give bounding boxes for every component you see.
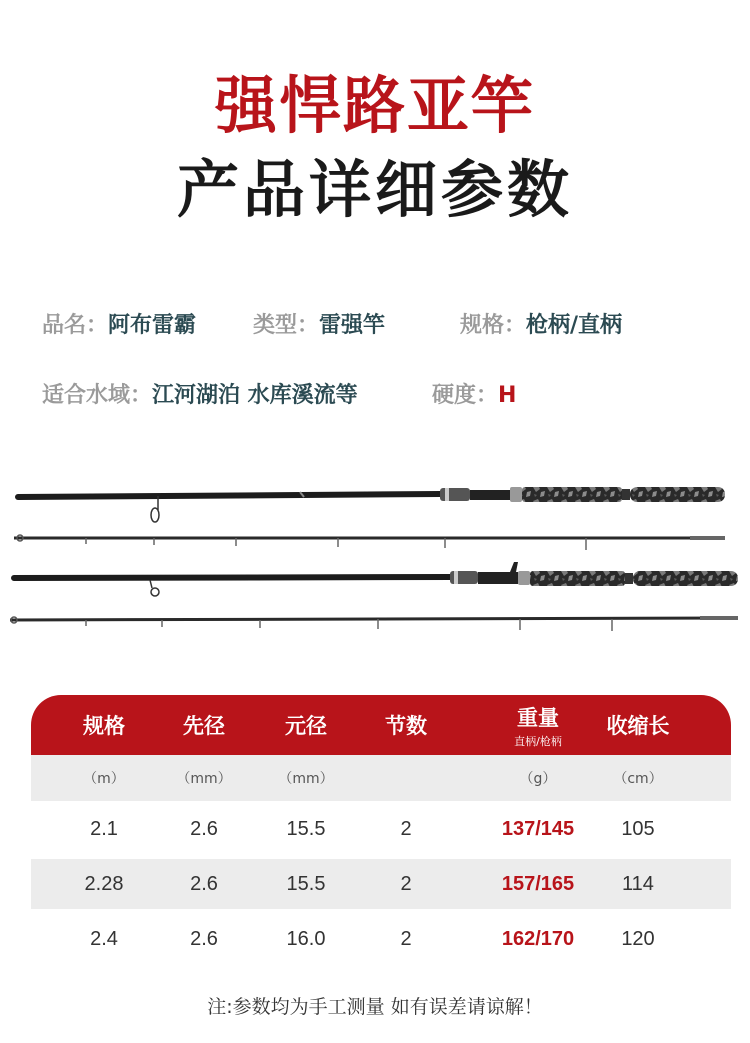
cell-length: 120 xyxy=(621,927,655,950)
spec-line-type xyxy=(253,308,385,339)
name-value: 阿布雷霸 xyxy=(108,313,197,338)
unit-cell: （m） xyxy=(83,771,125,787)
cell-weight: 137/145 xyxy=(501,817,575,840)
casting-rod-tip xyxy=(10,616,738,631)
hardness-label: 硬度： xyxy=(432,383,499,408)
section-title: 产品详细参数 xyxy=(176,153,573,226)
header-weight: 重量 直柄/枪柄 xyxy=(514,705,562,748)
cell-length: 114 xyxy=(622,872,654,895)
cell-butt: 15.5 xyxy=(286,817,326,840)
spec-line-water xyxy=(42,378,358,409)
cell-spec: 2.28 xyxy=(84,872,124,895)
cell-sections: 2 xyxy=(400,927,412,950)
unit-cell: （mm） xyxy=(176,771,232,787)
spec-value: 枪柄/直柄 xyxy=(526,313,623,338)
spec-line-1 xyxy=(42,308,196,339)
type-value: 雷强竿 xyxy=(319,313,386,338)
cell-butt: 15.5 xyxy=(286,872,326,895)
cell-tip: 2.6 xyxy=(190,927,218,950)
measurement-note: 注:参数均为手工测量 如有误差请谅解！ xyxy=(207,996,543,1018)
cell-tip: 2.6 xyxy=(190,872,218,895)
spinning-rod-butt xyxy=(18,487,725,522)
hardness-value: H xyxy=(498,383,517,408)
header-sections: 节数 xyxy=(385,714,427,738)
unit-cell: （cm） xyxy=(613,771,663,787)
table-header xyxy=(31,695,731,755)
table-row xyxy=(31,859,731,909)
header-tip-diameter: 先径 xyxy=(183,714,225,738)
cell-spec: 2.1 xyxy=(90,817,118,840)
header-butt-diameter: 元径 xyxy=(285,714,327,738)
cell-sections: 2 xyxy=(400,872,412,895)
type-label: 类型： xyxy=(253,313,320,338)
spec-label: 规格： xyxy=(460,313,527,338)
header-weight-sub: 直柄/枪柄 xyxy=(514,734,562,748)
cell-tip: 2.6 xyxy=(190,817,218,840)
units-row xyxy=(31,755,731,801)
name-label: 品名： xyxy=(42,313,109,338)
casting-rod-butt xyxy=(14,562,738,596)
cell-weight: 157/165 xyxy=(501,872,575,895)
unit-cell: （mm） xyxy=(278,771,334,787)
spec-line-spec xyxy=(460,308,622,339)
table-row xyxy=(31,914,731,964)
cell-butt: 16.0 xyxy=(286,927,326,950)
unit-cell xyxy=(351,755,461,801)
spec-line-hardness xyxy=(432,378,516,409)
spinning-rod-tip xyxy=(14,535,725,550)
cell-spec: 2.4 xyxy=(90,927,118,950)
water-value: 江河湖泊 水库溪流等 xyxy=(152,383,358,408)
header-spec: 规格 xyxy=(83,714,125,738)
unit-cell: （g） xyxy=(519,771,557,787)
cell-sections: 2 xyxy=(400,817,412,840)
cell-length: 105 xyxy=(621,817,655,840)
product-title: 强悍路亚竿 xyxy=(214,69,535,142)
header-closed-length: 收缩长 xyxy=(606,714,670,738)
water-label: 适合水域： xyxy=(42,383,153,408)
cell-weight: 162/170 xyxy=(501,927,575,950)
rod-illustration xyxy=(0,470,750,640)
table-row xyxy=(31,804,731,854)
